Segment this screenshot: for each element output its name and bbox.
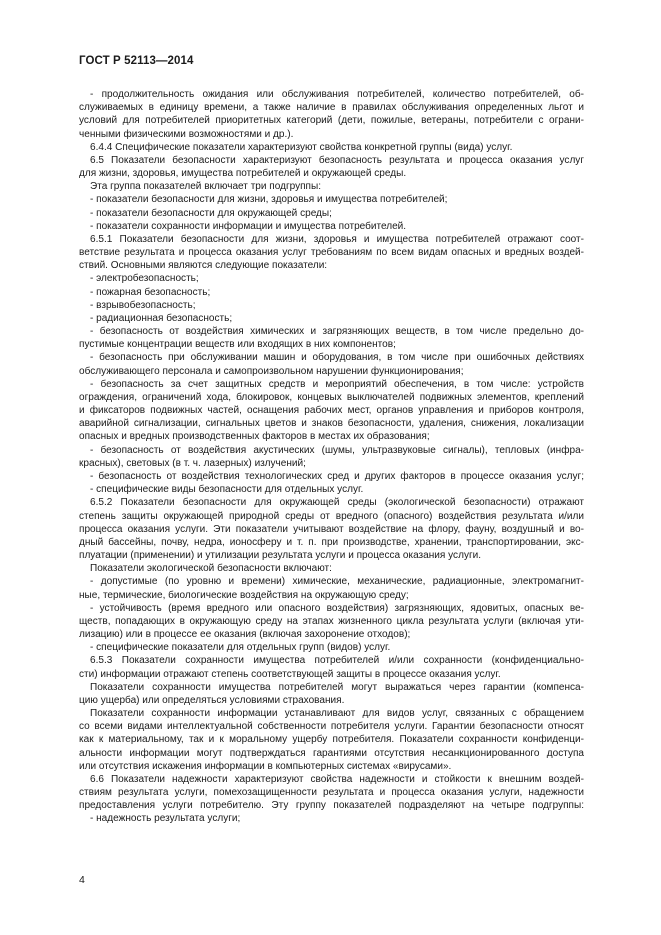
text-line: условий для потребителей приоритетных категорий (дети, пожилые, ветераны, потребители с ограни- [79, 115, 584, 127]
text-line: цию ущерба) или определяться условиями страхования. [79, 694, 345, 706]
text-line: и фиксаторов подвижных частей, оснащения рабочих мест, органов управления и приборов контроля, [79, 405, 584, 417]
text-line: опасных и вредных производственных факторов в местах их образования; [79, 431, 430, 443]
text-line: - специфические виды безопасности для отдельных услуг. [90, 484, 364, 496]
text-line: обслуживающего персонала и самопроизвольном нарушении функционирования; [79, 365, 464, 377]
text-line: - показатели безопасности для жизни, здоровья и имущества потребителей; [90, 194, 448, 206]
text-line: для жизни, здоровья, имущества потребителей и окружающей среды. [79, 168, 407, 180]
text-line: - специфические показатели для отдельных групп (видов) услуг. [90, 642, 391, 654]
text-line: ствиям результата услуги, помехозащищенности результата и процесса оказания услуги, надежности [79, 787, 584, 799]
text-line: 6.6 Показатели надежности характеризуют свойства надежности и стойкости к внешним воздей- [90, 773, 584, 785]
text-line: альности информации могут подтверждаться гарантиями отсутствия несанкционированного доступа [79, 747, 584, 759]
text-line: 6.5.2 Показатели безопасности для окружающей среды (экологической безопасности) отражают [90, 497, 584, 509]
text-line: - безопасность от воздействия акустических (шумы, ультразвуковые сигналы), тепловых (инфра- [90, 444, 584, 456]
text-line: процесса оказания услуги. Эти показатели учитывают воздействие на флору, фауну, воздушный и во- [79, 523, 584, 535]
text-line: 6.5.1 Показатели безопасности для жизни, здоровья и имущества потребителей отражают соот- [90, 233, 584, 245]
text-line: служиваемых в единицу времени, а также наличие в правилах обслуживания определенных льгот и [79, 102, 584, 114]
text-line: аварийной сигнализации, сигнальных цветов и знаков безопасности, удаления, снижения, локализации [79, 418, 584, 430]
text-line: 6.4.4 Специфические показатели характеризуют свойства конкретной группы (вида) услуг. [90, 141, 513, 153]
text-line: - устойчивость (время вредного или опасного воздействия) загрязняющих, ядовитых, опасных ве- [90, 602, 584, 614]
text-line: дный бассейны, почву, недра, ионосферу и т. п. при производстве, хранении, транспортировании, экс- [79, 536, 584, 548]
text-line: плуатации (применении) и утилизации результата услуги и процесса оказания услуги. [79, 550, 482, 562]
text-line: ветствие результата и процесса оказания услуг требованиям по всем видам опасных и вредных воздей- [79, 247, 584, 259]
text-line: - показатели безопасности для окружающей среды; [90, 207, 332, 219]
page-number: 4 [79, 874, 85, 886]
text-line: ченными физическими возможностями и др.). [79, 128, 294, 140]
text-line: - безопасность от воздействия технологических сред и других факторов в процессе оказания услуг; [90, 470, 584, 482]
text-line: - взрывобезопасность; [90, 299, 196, 311]
text-line: - радиационная безопасность; [90, 312, 233, 324]
text-line: 6.5 Показатели безопасности характеризуют безопасность результата и процесса оказания услуг [90, 154, 584, 166]
text-line: пустимые концентрации веществ или входящих в них компонентов; [79, 339, 396, 351]
text-line: - допустимые (по уровню и времени) химические, механические, радиационные, электромагнит- [90, 576, 584, 588]
text-line: Показатели сохранности имущества потребителей могут выражаться через гарантии (компенса- [90, 681, 584, 693]
text-line: - безопасность при обслуживании машин и оборудования, в том числе при ошибочных действиях [90, 352, 584, 364]
text-line: предоставления услуги потребителю. Эту группу показателей подразделяют на четыре подгруппы: [79, 800, 584, 812]
text-line: ные, термические, биологические воздействия на окружающую среду; [79, 589, 409, 601]
standard-header: ГОСТ Р 52113—2014 [79, 55, 194, 67]
text-line: ограждения, ограничений хода, блокировок, концевых выключателей подвижных элементов, креплений [79, 391, 584, 403]
text-line: - безопасность от воздействия химических и загрязняющих веществ, в том числе предельно до- [90, 326, 584, 338]
text-line: или отсутствия искажения информации в компьютерных системах «вирусами». [79, 760, 452, 772]
text-line: - показатели сохранности информации и имущества потребителей. [90, 220, 407, 232]
text-line: со всеми видами интеллектуальной собственности потребителя услуги. Гарантии безопасности относят [79, 721, 584, 733]
text-line: ществ, попадающих в окружающую среду на этапах жизненного цикла результата услуги (включая ути- [79, 615, 584, 627]
text-line: как к материальному, так и к моральному ущербу потребителя. Показатели сохранности конфиденци- [79, 734, 584, 746]
text-line: степень защиты окружающей природной среды от вредного (опасного) воздействия результата и/или [79, 510, 584, 522]
text-line: - безопасность за счет защитных средств и мероприятий обеспечения, в том числе: устройств [90, 378, 584, 390]
text-line: ствий. Основными являются следующие показатели: [79, 260, 328, 272]
text-line: - продолжительность ожидания или обслуживания потребителей, количество потребителей, об- [90, 89, 584, 100]
text-line: Эта группа показателей включает три подгруппы: [90, 181, 322, 193]
text-line: - пожарная безопасность; [90, 286, 211, 298]
text-line: лизацию) или в процессе ее оказания (включая захоронение отходов); [79, 629, 411, 641]
text-line: 6.5.3 Показатели сохранности имущества потребителей и/или сохранности (конфиденциально- [90, 655, 584, 667]
text-line: Показатели сохранности информации устанавливают для видов услуг, связанных с обращением [90, 708, 584, 720]
text-line: - надежность результата услуги; [90, 813, 241, 825]
text-line: красных), световых (в т. ч. лазерных) излучений; [79, 457, 306, 469]
text-line: Показатели экологической безопасности включают: [90, 563, 332, 575]
text-line: сти) информации отражают степень соответствующей защиты в процессе оказания услуг. [79, 668, 501, 680]
text-line: - электробезопасность; [90, 273, 199, 285]
body-text [79, 88, 584, 826]
